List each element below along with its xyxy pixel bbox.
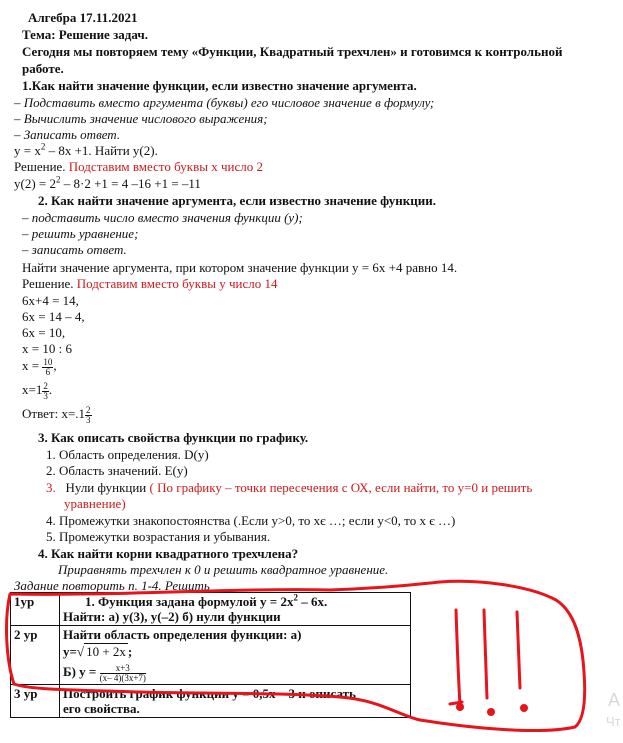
s3-item-1: 1. Область определения. D(y) — [46, 447, 209, 462]
section-1-heading: 1.Как найти значение функции, если известно значение аргумента. — [22, 78, 417, 93]
s2-step-1: – подставить число вместо значения функции (у); — [22, 210, 303, 225]
s1-task: $y = x^2 - 8x +1$. Найти y(2). — [14, 141, 158, 158]
fraction-10-6: $\frac{10}{6}$ — [43, 356, 53, 377]
s1-solution: Решение. Подставим вместо буквы х число 2 — [14, 159, 263, 174]
annotation-dot-2 — [487, 708, 495, 716]
s3-item-3-cont: уравнение) — [64, 496, 126, 511]
s2-fraction-line: x = $\frac{10}{6}$ , — [22, 356, 57, 377]
level-cell: 2 ур — [11, 626, 60, 685]
s2-step-2: – решить уравнение; — [22, 226, 139, 241]
s2-line-2: 6x = 14 – 4, — [22, 309, 85, 324]
annotation-dot-1 — [456, 703, 464, 711]
s2-answer: Ответ: x=.1 $\frac{2}{3}$ — [22, 404, 91, 425]
task-cell: 1. Функция задана формулой $y = 2x^2 - 6x$. Найти: а) y(3), y(–2) б) нули функции — [60, 593, 411, 626]
s1-step-2: – Вычислить значение числового выражения; — [14, 111, 268, 126]
s2-line-1: 6x+4 = 14, — [22, 293, 79, 308]
intro-line-2: работе. — [22, 61, 64, 76]
s2-line-4: x = 10 : 6 — [22, 341, 72, 356]
s2-solution: Решение. Подставим вместо буквы у число 14 — [22, 276, 278, 291]
level-cell: 1ур — [11, 593, 60, 626]
s2-task: Найти значение аргумента, при котором значение функции y = 6x +4 равно 14. — [22, 260, 458, 275]
annotation-stroke-1 — [456, 610, 460, 705]
s1-step-1: – Подставить вместо аргумента (буквы) его числовое значение в формулу; — [14, 95, 435, 110]
s3-item-5: 5. Промежутки возрастания и убывания. — [46, 529, 271, 544]
s3-item-4: 4. Промежутки знакопостоянства (.Если у>0, то хє …; если у<0, то х є …) — [46, 513, 456, 528]
repeat-instruction: Задание повторить п. 1-4. Решить — [14, 578, 210, 593]
s3-item-3: 3. Нули функции ( По графику – точки пересечения с ОХ, если найти, то у=0 и решить — [46, 480, 533, 495]
s2-step-3: – записать ответ. — [22, 242, 127, 257]
annotation-stroke-3 — [517, 612, 520, 688]
s3-item-2: 2. Область значений. E(y) — [46, 463, 188, 478]
section-2-heading: 2. Как найти значение аргумента, если известно значение функции. — [38, 193, 436, 208]
s2-line-3: 6x = 10, — [22, 325, 66, 340]
doc-title: Алгебра 17.11.2021 — [28, 10, 138, 25]
watermark-line-2: Чт — [606, 714, 621, 729]
task-cell: Найти область определения функции: а) y=√ 10 + 2x ; Б) y = $\frac{x+3}{(x- 4)(3x+7)}$ — [60, 626, 411, 685]
s1-calculation: $y(2) = 2^2 - 8\cdot 2 +1 = 4$ –16 +1 = –11 — [14, 174, 201, 191]
task-cell: Построить график функции y = 0,5x – 3 и описать его свойства. — [60, 685, 411, 718]
section-3-heading: 3. Как описать свойства функции по графику. — [38, 430, 309, 445]
fraction-2-3: $\frac{2}{3}$ — [43, 380, 48, 401]
annotation-dot-3 — [520, 704, 528, 712]
s4-note: Приравнять трехчлен к 0 и решить квадратное уравнение. — [58, 562, 389, 577]
annotation-stroke-2 — [484, 610, 487, 698]
level-cell: 3 ур — [11, 685, 60, 718]
s2-mixed-line: x=1 $\frac{2}{3}$ . — [22, 380, 53, 401]
s1-step-3: – Записать ответ. — [14, 127, 121, 142]
section-4-heading: 4. Как найти корни квадратного трехчлена? — [38, 546, 299, 561]
annotation-outline — [7, 581, 585, 730]
watermark-line-1: А — [608, 690, 621, 710]
topic-line: Тема: Решение задач. — [22, 27, 148, 42]
intro-line-1: Сегодня мы повторяем тему «Функции, Квадратный трехчлен» и готовимся к контрольной — [22, 44, 563, 59]
